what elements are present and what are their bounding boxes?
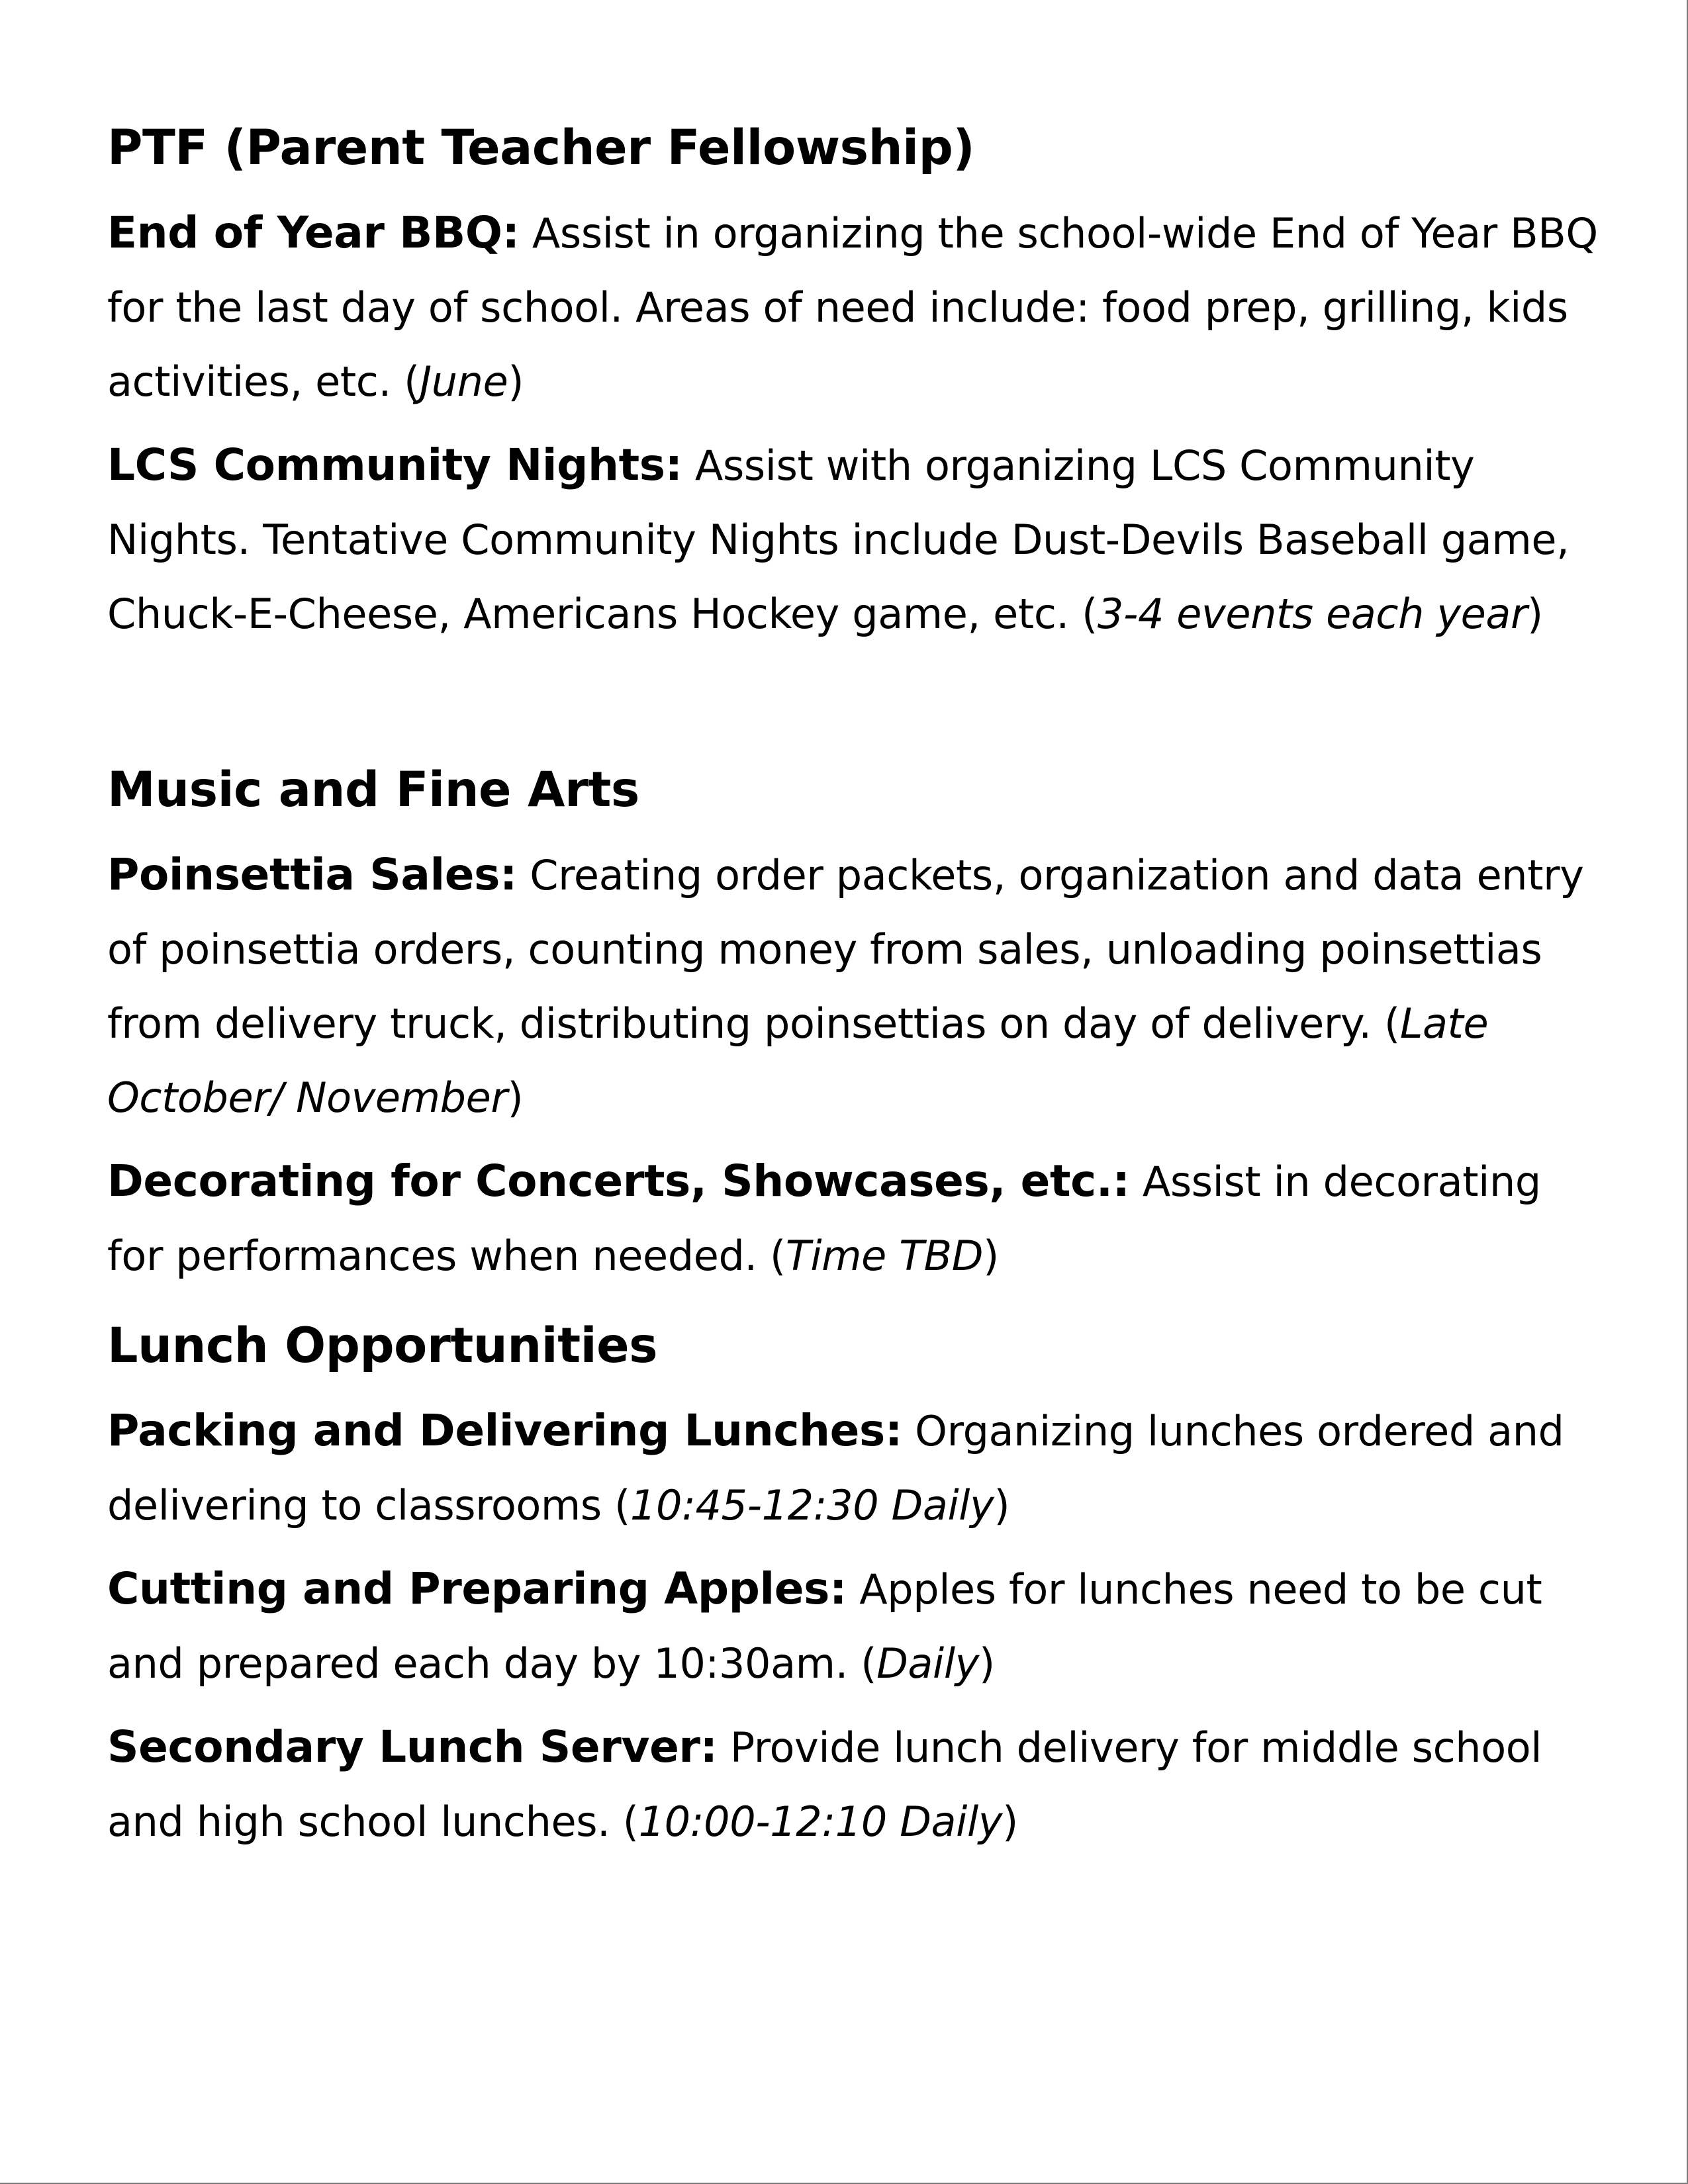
item-packing-delivering-lunches bbox=[107, 1394, 1607, 1543]
item-label: Packing and Delivering Lunches: bbox=[107, 1405, 902, 1456]
item-description: Assist in decorating for performances when needed. ( bbox=[107, 1158, 1541, 1280]
item-label: LCS Community Nights: bbox=[107, 439, 682, 490]
item-label: Secondary Lunch Server: bbox=[107, 1721, 718, 1772]
item-close-paren: ) bbox=[978, 1639, 995, 1688]
item-description: Assist in organizing the school-wide End of Year BBQ for the last day of school. Areas of need include: food prep, grilling, kids activities, etc. ( bbox=[107, 209, 1598, 406]
item-timing: 10:00-12:10 Daily bbox=[638, 1797, 1003, 1846]
item-description: Organizing lunches ordered and delivering to classrooms ( bbox=[107, 1407, 1564, 1529]
item-description: Creating order packets, organization and data entry of poinsettia orders, counting money from sales, unloading poinsettias from delivery truck, distributing poinsettias on day of delivery. ( bbox=[107, 851, 1584, 1048]
item-timing: Daily bbox=[876, 1639, 979, 1688]
item-description: Apples for lunches need to be cut and prepared each day by 10:30am. ( bbox=[107, 1565, 1542, 1688]
item-timing: June bbox=[419, 357, 508, 406]
item-close-paren: ) bbox=[1527, 590, 1543, 638]
section-title-ptf: PTF (Parent Teacher Fellowship) bbox=[107, 120, 975, 176]
item-end-of-year-bbq bbox=[107, 196, 1607, 419]
item-decorating-concerts bbox=[107, 1144, 1607, 1293]
item-close-paren: ) bbox=[983, 1232, 999, 1280]
item-description: Provide lunch delivery for middle school and high school lunches. ( bbox=[107, 1723, 1542, 1846]
item-label: Decorating for Concerts, Showcases, etc.: bbox=[107, 1156, 1130, 1206]
item-poinsettia-sales bbox=[107, 838, 1607, 1135]
item-close-paren: ) bbox=[994, 1481, 1010, 1529]
item-close-paren: ) bbox=[1002, 1797, 1018, 1846]
section-title-lunch-opportunities: Lunch Opportunities bbox=[107, 1318, 658, 1374]
item-lcs-community-nights bbox=[107, 428, 1607, 651]
item-close-paren: ) bbox=[507, 1073, 524, 1122]
item-timing: Time TBD bbox=[785, 1232, 984, 1280]
item-label: End of Year BBQ: bbox=[107, 207, 520, 258]
item-secondary-lunch-server bbox=[107, 1710, 1607, 1859]
section-spacer bbox=[107, 660, 1607, 753]
item-close-paren: ) bbox=[508, 357, 524, 406]
item-label: Cutting and Preparing Apples: bbox=[107, 1563, 847, 1614]
item-cutting-preparing-apples bbox=[107, 1552, 1607, 1701]
item-timing: Late October/ November bbox=[107, 999, 1489, 1122]
section-spacer bbox=[107, 1302, 1607, 1309]
item-label: Poinsettia Sales: bbox=[107, 849, 517, 900]
item-timing: 10:45-12:30 Daily bbox=[630, 1481, 994, 1529]
section-title-music-fine-arts: Music and Fine Arts bbox=[107, 762, 639, 818]
item-timing: 3-4 events each year bbox=[1097, 590, 1528, 638]
item-description: Assist with organizing LCS Community Nights. Tentative Community Nights include Dust-Devils Baseball game, Chuck-E-Cheese, Americans Hockey game, etc. ( bbox=[107, 441, 1570, 638]
